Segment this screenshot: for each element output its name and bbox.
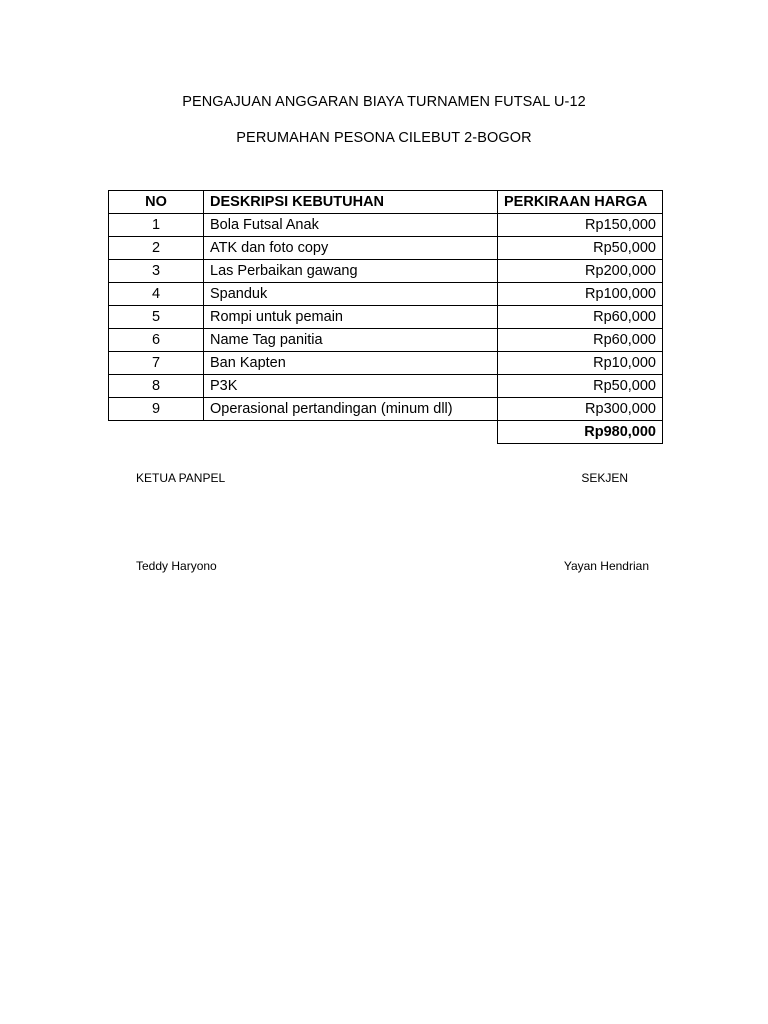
row-no: 5: [109, 306, 204, 329]
document-subtitle: PERUMAHAN PESONA CILEBUT 2-BOGOR: [236, 130, 532, 146]
total-amount: Rp980,000: [498, 421, 663, 444]
row-price: Rp300,000: [498, 398, 663, 421]
total-blank-cell: [204, 421, 498, 444]
signature-right-name: Yayan Hendrian: [563, 559, 649, 573]
row-no: 1: [109, 214, 204, 237]
row-no: 4: [109, 283, 204, 306]
row-no: 2: [109, 237, 204, 260]
row-no: 7: [109, 352, 204, 375]
row-price: Rp60,000: [498, 329, 663, 352]
row-no: 9: [109, 398, 204, 421]
table-row: [109, 214, 663, 237]
table-header-row: [109, 191, 663, 214]
row-description: Spanduk: [204, 283, 498, 306]
row-description: Bola Futsal Anak: [204, 214, 498, 237]
document-title: PENGAJUAN ANGGARAN BIAYA TURNAMEN FUTSAL U-12: [182, 94, 586, 110]
row-no: 3: [109, 260, 204, 283]
row-price: Rp50,000: [498, 375, 663, 398]
table-row: [109, 375, 663, 398]
row-description: Ban Kapten: [204, 352, 498, 375]
row-price: Rp100,000: [498, 283, 663, 306]
signature-right-role: SEKJEN: [581, 471, 628, 485]
row-description: Rompi untuk pemain: [204, 306, 498, 329]
header-price: PERKIRAAN HARGA: [498, 191, 663, 214]
row-price: Rp150,000: [498, 214, 663, 237]
table-row: [109, 260, 663, 283]
row-price: Rp10,000: [498, 352, 663, 375]
row-description: P3K: [204, 375, 498, 398]
row-description: Las Perbaikan gawang: [204, 260, 498, 283]
header-no: NO: [109, 191, 204, 214]
row-price: Rp50,000: [498, 237, 663, 260]
row-price: Rp200,000: [498, 260, 663, 283]
budget-table: [108, 190, 663, 444]
table-row: [109, 237, 663, 260]
total-blank-cell: [109, 421, 204, 444]
row-no: 8: [109, 375, 204, 398]
row-description: Operasional pertandingan (minum dll): [204, 398, 498, 421]
row-description: ATK dan foto copy: [204, 237, 498, 260]
table-row: [109, 398, 663, 421]
table-row: [109, 283, 663, 306]
total-row: [109, 421, 663, 444]
table-row: [109, 306, 663, 329]
table-row: [109, 352, 663, 375]
table-row: [109, 329, 663, 352]
row-no: 6: [109, 329, 204, 352]
row-description: Name Tag panitia: [204, 329, 498, 352]
header-description: DESKRIPSI KEBUTUHAN: [204, 191, 498, 214]
signature-left-role: KETUA PANPEL: [136, 471, 226, 485]
signature-left-name: Teddy Haryono: [136, 559, 217, 573]
row-price: Rp60,000: [498, 306, 663, 329]
